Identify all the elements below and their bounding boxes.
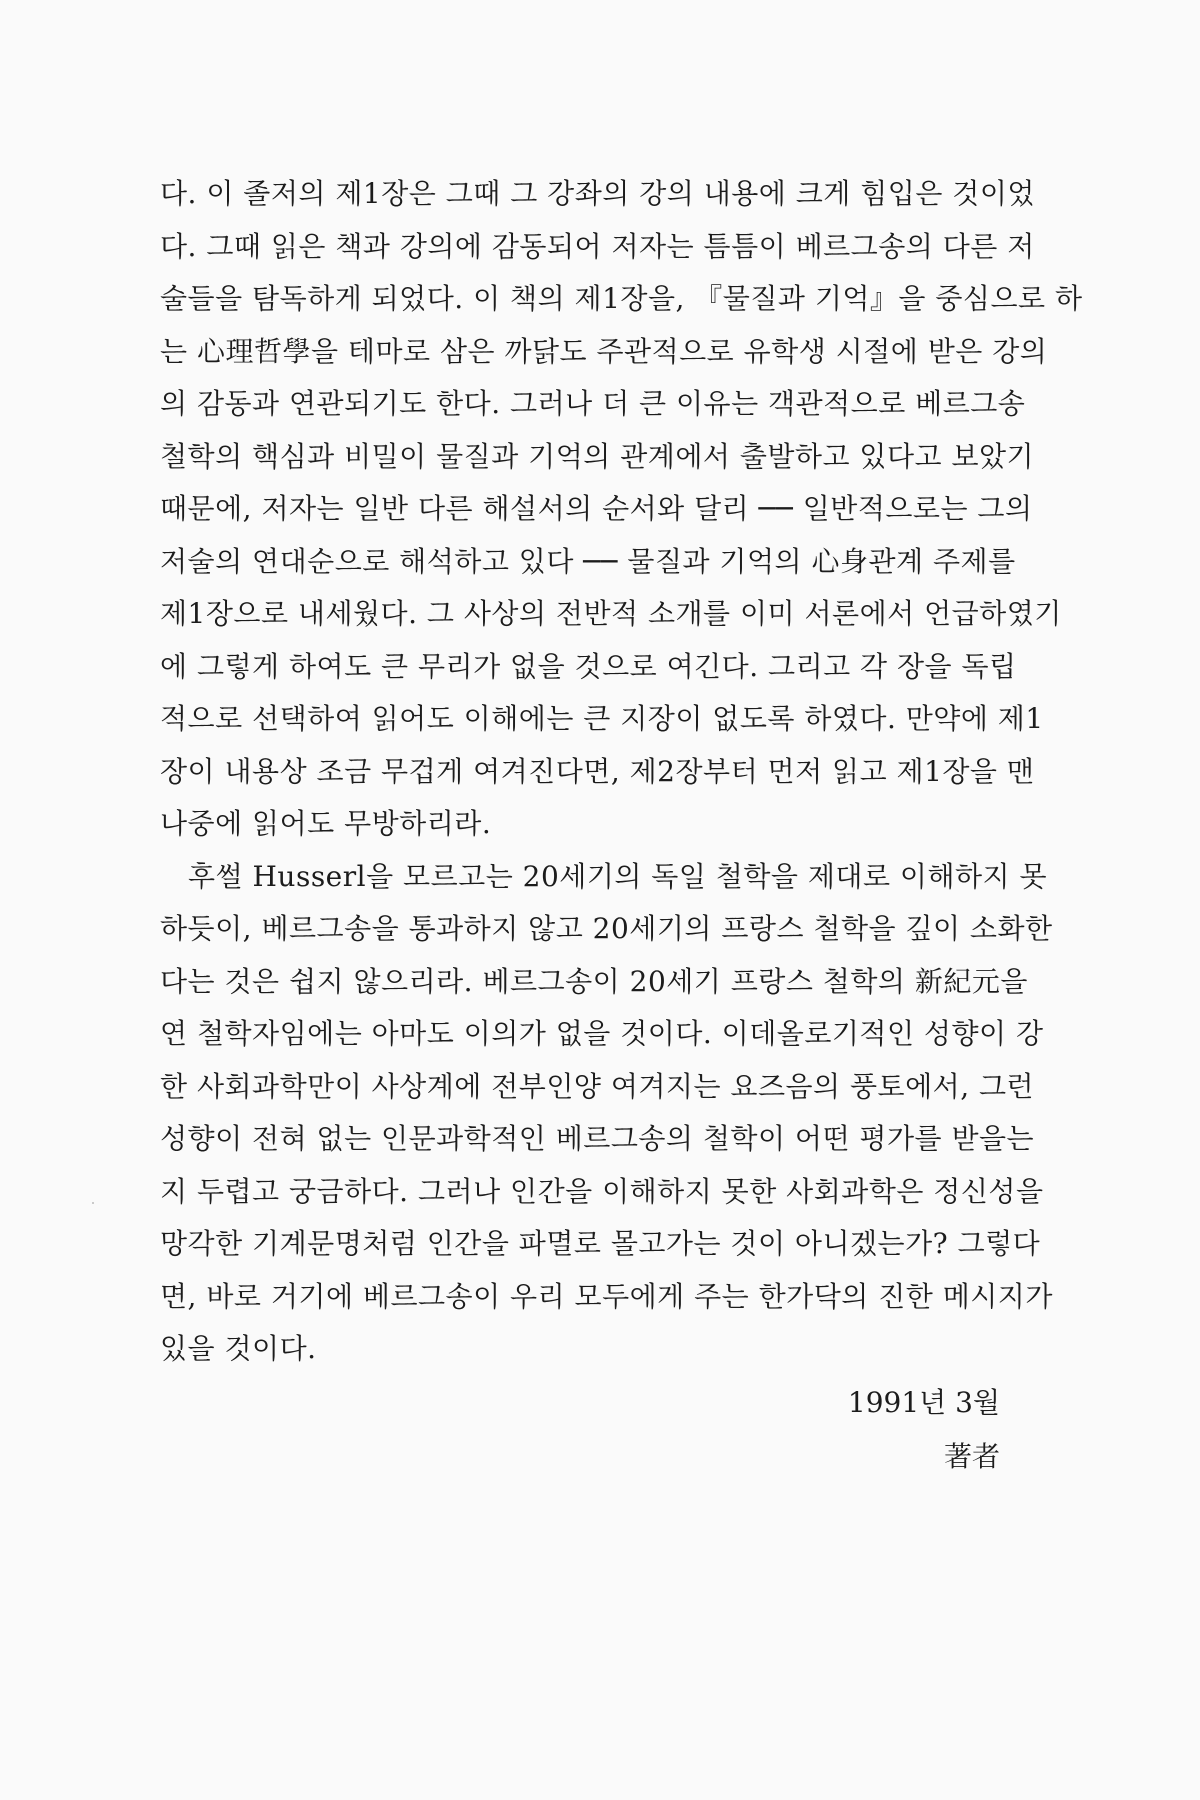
text-line: 한 사회과학만이 사상계에 전부인양 여겨지는 요즈음의 풍토에서, 그런 <box>160 1069 1035 1103</box>
text-line: 망각한 기계문명처럼 인간을 파멸로 몰고가는 것이 아니겠는가? 그렇다 <box>160 1227 1041 1260</box>
signature-block <box>848 1376 1000 1484</box>
text-line: 제1장으로 내세웠다. 그 사상의 전반적 소개를 이미 서론에서 언급하였기 <box>160 597 1062 630</box>
text-line: 저술의 연대순으로 해석하고 있다 ── 물질과 기억의 心身관계 주제를 <box>160 544 1016 578</box>
text-line: 장이 내용상 조금 무겁게 여겨진다면, 제2장부터 먼저 읽고 제1장을 맨 <box>160 754 1035 788</box>
signature-author: 著者 <box>943 1440 1000 1473</box>
text-line: 있을 것이다. <box>160 1332 317 1365</box>
text-line: 다. 이 졸저의 제1장은 그때 그 강좌의 강의 내용에 크게 힘입은 것이었 <box>160 177 1035 210</box>
text-line: 지 두렵고 궁금하다. 그러나 인간을 이해하지 못한 사회과학은 정신성을 <box>160 1174 1044 1208</box>
paragraph-first-line: 후썰 Husserl을 모르고는 20세기의 독일 철학을 제대로 이해하지 못 <box>188 859 1048 893</box>
text-line: 다는 것은 쉽지 않으리라. 베르그송이 20세기 프랑스 철학의 新紀元을 <box>160 964 1028 998</box>
text-line: 철학의 핵심과 비밀이 물질과 기억의 관계에서 출발하고 있다고 보았기 <box>160 439 1035 473</box>
scan-speck <box>92 1202 94 1204</box>
text-line: 연 철학자임에는 아마도 이의가 없을 것이다. 이데올로기적인 성향이 강 <box>160 1017 1044 1050</box>
text-line: 술들을 탐독하게 되었다. 이 책의 제1장을, 『물질과 기억』을 중심으로 하 <box>160 282 1083 315</box>
text-line: 면, 바로 거기에 베르그송이 우리 모두에게 주는 한가닥의 진한 메시지가 <box>160 1279 1053 1313</box>
text-line: 다. 그때 읽은 책과 강의에 감동되어 저자는 틈틈이 베르그송의 다른 저 <box>160 229 1035 263</box>
text-line: 나중에 읽어도 무방하리라. <box>160 807 492 840</box>
text-line: 에 그렇게 하여도 큰 무리가 없을 것으로 여긴다. 그리고 각 장을 독립 <box>160 649 1017 683</box>
text-line: 하듯이, 베르그송을 통과하지 않고 20세기의 프랑스 철학을 깊이 소화한 <box>160 912 1053 945</box>
text-line: 적으로 선택하여 읽어도 이해에는 큰 지장이 없도록 하였다. 만약에 제1 <box>160 702 1044 735</box>
preface-body-text <box>160 168 1083 1376</box>
text-line: 때문에, 저자는 일반 다른 해설서의 순서와 달리 ── 일반적으로는 그의 <box>160 492 1033 525</box>
signature-date: 1991년 3월 <box>847 1386 1000 1419</box>
text-line: 성향이 전혀 없는 인문과학적인 베르그송의 철학이 어떤 평가를 받을는 <box>160 1122 1035 1155</box>
text-line: 는 心理哲學을 테마로 삼은 까닭도 주관적으로 유학생 시절에 받은 강의 <box>160 334 1048 368</box>
text-line: 의 감동과 연관되기도 한다. 그러나 더 큰 이유는 객관적으로 베르그송 <box>160 387 1026 420</box>
